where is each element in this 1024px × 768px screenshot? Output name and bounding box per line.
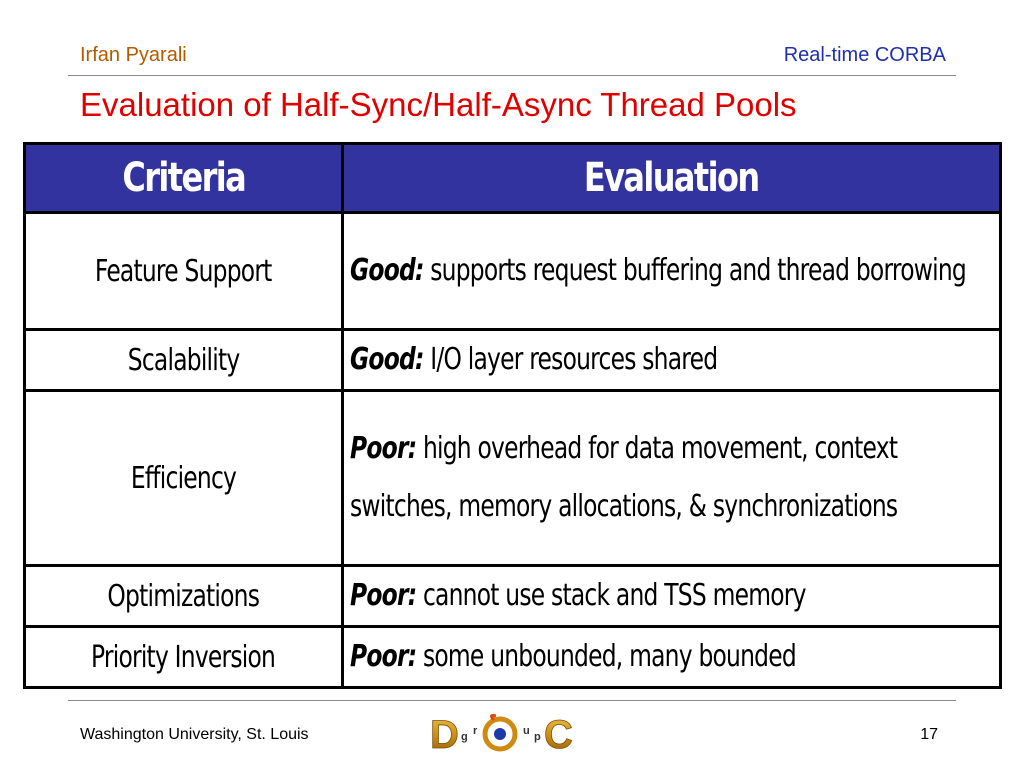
- evaluation-cell: [343, 330, 1001, 391]
- header-divider: [68, 75, 956, 76]
- criteria-cell: Optimizations: [25, 566, 343, 627]
- criteria-cell: Priority Inversion: [25, 627, 343, 688]
- evaluation-cell: [343, 627, 1001, 688]
- column-header-evaluation: Evaluation: [343, 144, 1001, 213]
- evaluation-text: cannot use stack and TSS memory: [416, 578, 806, 613]
- table-row: [25, 391, 1001, 566]
- header-topic: Real-time CORBA: [783, 44, 946, 66]
- header-author: Irfan Pyarali: [80, 44, 187, 66]
- evaluation-cell: [343, 213, 1001, 330]
- logo-letter-d: D: [430, 713, 459, 756]
- evaluation-text: some unbounded, many bounded: [416, 639, 796, 674]
- evaluation-text: supports request buffering and thread borrowing: [423, 253, 966, 288]
- criteria-cell: Feature Support: [25, 213, 343, 330]
- logo-letter-u: u: [523, 725, 530, 737]
- evaluation-table: [23, 142, 1002, 689]
- logo-letter-g: g: [461, 731, 468, 743]
- footer-institution: Washington University, St. Louis: [80, 726, 309, 743]
- rating-label: Poor:: [350, 431, 417, 466]
- rating-label: Poor:: [350, 639, 417, 674]
- evaluation-cell: [343, 391, 1001, 566]
- logo-globe-icon: [485, 716, 515, 750]
- evaluation-text: high overhead for data movement, context switches, memory allocations, & synchronizations: [350, 431, 898, 524]
- logo-letter-p: p: [534, 731, 541, 743]
- rating-label: Good:: [350, 342, 424, 377]
- evaluation-text: I/O layer resources shared: [423, 342, 718, 377]
- rating-label: Poor:: [350, 578, 417, 613]
- evaluation-cell: [343, 566, 1001, 627]
- footer-divider: [68, 700, 956, 701]
- criteria-cell: Scalability: [25, 330, 343, 391]
- rating-label: Good:: [350, 253, 424, 288]
- criteria-cell: Efficiency: [25, 391, 343, 566]
- logo-letter-r: r: [473, 725, 478, 737]
- page-number: 17: [920, 726, 938, 743]
- table-header-row: [25, 144, 1001, 213]
- doc-group-logo: [428, 710, 574, 756]
- logo-letter-c: C: [544, 713, 573, 756]
- table-row: [25, 627, 1001, 688]
- table-row: [25, 330, 1001, 391]
- table-row: [25, 566, 1001, 627]
- table-row: [25, 213, 1001, 330]
- column-header-criteria: Criteria: [25, 144, 343, 213]
- slide-title: Evaluation of Half-Sync/Half-Async Thread Pools: [80, 86, 797, 123]
